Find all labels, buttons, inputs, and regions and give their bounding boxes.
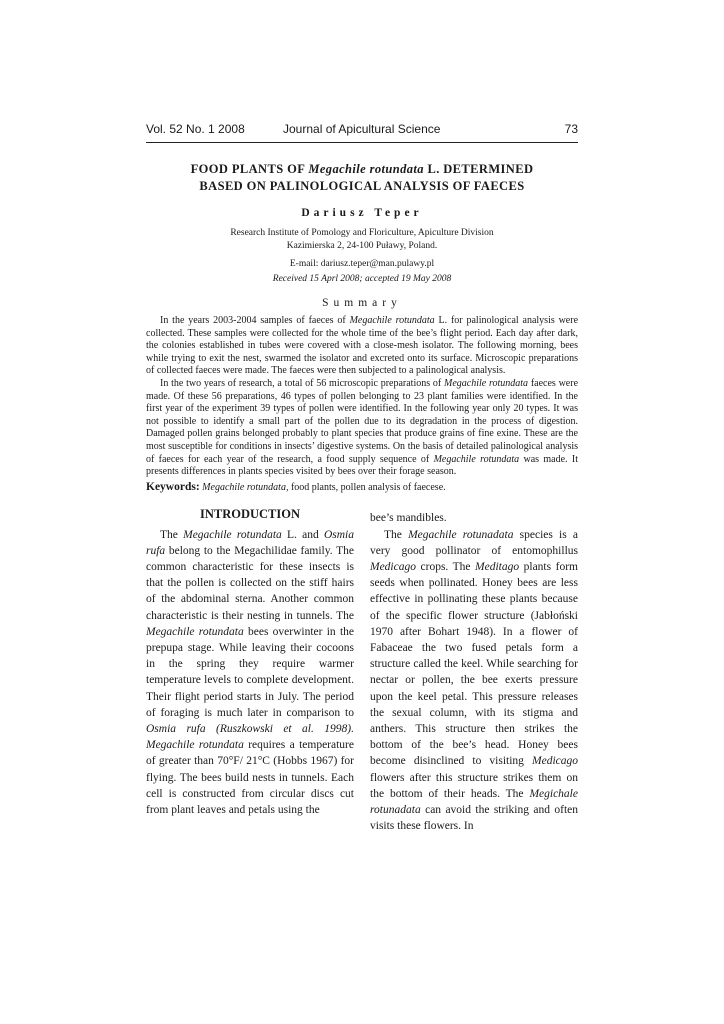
- affiliation: Research Institute of Pomology and Floriculture, Apiculture Division Kazimierska 2, 24-100 Puławy, Poland.: [230, 228, 494, 251]
- title-species: Megachile rotundata: [308, 162, 424, 176]
- abstract-paragraph: In the two years of research, a total of 56 microscopic preparations of Megachile rotundata faeces were made. Of these 56 preparations, 46 types of pollen belonging to 23 plant families were identified. In the first year of the experiment 39 types of pollen were identified. In the following year only 20 types. It was not possible to identify a small part of the pollen due to its degradation in the process of digestion. Damaged pollen grains belonged probably to plant species that produce grains of fine exine. These are the most susceptible for conditions in insects’ digestive systems. On the basis of detailed palinological analysis of faeces for each year of the research, a food supply sequence of Megachile rotundata was made. It presents differences in plants species visited by bees over their forage season.: [146, 377, 579, 478]
- author-email: E-mail: dariusz.teper@man.pulawy.pl: [289, 259, 435, 269]
- running-header: [146, 122, 578, 143]
- left-column: [146, 507, 354, 834]
- article-page: [146, 122, 578, 834]
- body-paragraph: The Megachile rotundata L. and Osmia rufa belong to the Megachilidae family. The common characteristic for these insects is that the pollen is collected on the stiff hairs of the abdominal sterna. Another common characteristic is their nesting in tunnels. The Megachile rotundata bees overwinter in the prepupa stage. While leaving their cocoons in the spring they require warmer temperature levels to complete development. Their flight period starts in July. The period of foraging is much later in comparison to Osmia rufa (Ruszkowski et al. 1998). Megachile rotundata requires a temperature of greater than 70°F/ 21°C (Hobbs 1967) for flying. The bees build nests in tunnels. Each cell is constructed from circular discs cut from plant leaves and petals using the: [146, 528, 354, 816]
- received-dates: Received 15 Aprl 2008; accepted 19 May 2008: [272, 274, 452, 284]
- body-paragraph-continued: bee’s mandibles.: [370, 512, 447, 525]
- keywords: Keywords: Megachile rotundata, food plants, pollen analysis of faecese.: [146, 480, 446, 493]
- keywords-label: Keywords:: [146, 480, 200, 493]
- body-columns: [146, 507, 578, 834]
- page-number: 73: [564, 122, 578, 136]
- article-title: FOOD PLANTS OF Megachile rotundata L. DETERMINED BASED ON PALINOLOGICAL ANALYSIS OF FAECES: [190, 162, 534, 193]
- abstract: [146, 315, 578, 494]
- author-name: Dariusz Teper: [301, 207, 423, 219]
- summary-heading: Summary: [322, 297, 402, 309]
- right-column: [370, 510, 578, 834]
- abstract-paragraph: In the years 2003-2004 samples of faeces of Megachile rotundata L. for palinological analysis were collected. These samples were collected for the whole time of the bee’s flight period. Each day after dark, the colonies established in tubes were covered with a close-mesh isolator. The following morning, bees while trying to exit the nest, swarmed the isolator and excreted onto its surface. Microscopic preparations of collected faeces were made. The faeces were then subjected to a palinological analysis.: [146, 315, 579, 377]
- introduction-heading: INTRODUCTION: [199, 507, 300, 522]
- volume-info: Vol. 52 No. 1 2008: [146, 122, 245, 136]
- journal-name: Journal of Apicultural Science: [283, 122, 441, 136]
- body-paragraph: The Megachile rotunadata species is a very good pollinator of entomophillus Medicago crops. The Meditago plants form seeds when pollinated. Honey bees are less effective in pollinating these plants because of the specific flower structure (Jabłoński 1970 after Bohart 1948). In a flower of Fabaceae the two fused petals form a structure called the keel. While searching for nectar or pollen, the bee exerts pressure upon the keel petal. This pressure releases the sexual column, with its stigma and anthers. This structure then strikes the bottom of the bee’s head. Honey bees become disinclined to visiting Medicago flowers after this structure strikes them on the bottom of their heads. The Megichale rotunadata can avoid the striking and often visits these flowers. In: [370, 528, 578, 833]
